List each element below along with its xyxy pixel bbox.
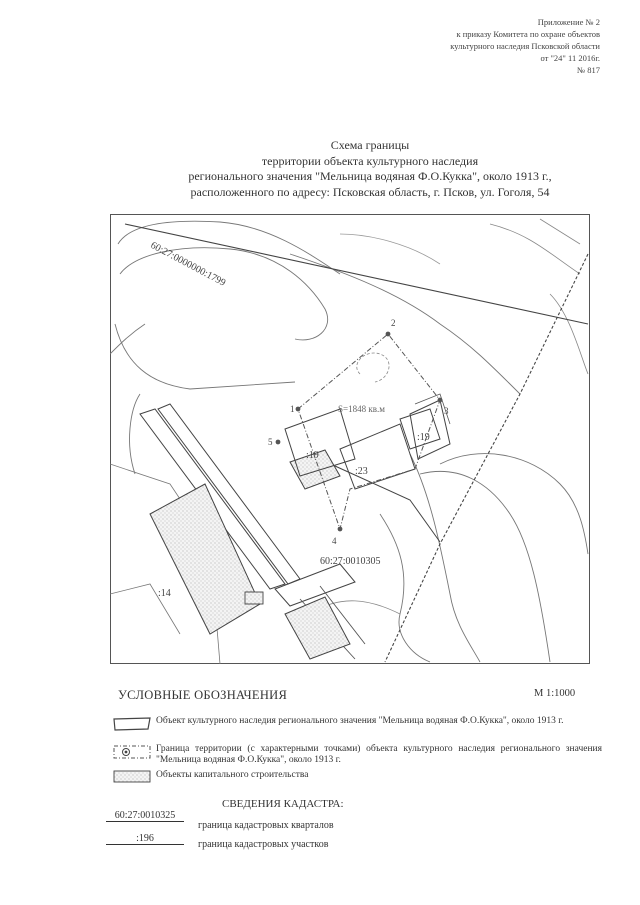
map-scale: М 1:1000: [534, 688, 576, 699]
legend-text: Объект культурного наследия регионального значения "Мельница водяная Ф.О.Кукка", около 1913 г.: [156, 716, 564, 726]
legend-item-territory-boundary: [112, 744, 602, 768]
appendix-line: культурного наследия Псковской области: [450, 41, 600, 51]
contour-line: [110, 324, 145, 354]
contour-line: [290, 254, 520, 394]
title-line: расположенного по адресу: Псковская область, г. Псков, ул. Гоголя, 54: [190, 184, 550, 199]
parcel-label: :23: [355, 466, 368, 477]
scheme-title: [120, 138, 620, 200]
contour-line: [540, 219, 580, 244]
appendix-number: № 817: [577, 65, 600, 75]
contour-line: [490, 224, 580, 274]
appendix-header: [400, 16, 600, 76]
contour-line: [440, 454, 588, 554]
legend-text: Граница территории (с характерными точками) объекта культурного наследия регионального значения "Мельница водяная Ф.О.Кукка", около 1913 г.: [156, 744, 602, 765]
quarter-label: 60:27:0000000:1799: [148, 239, 228, 289]
cadastre-heading: СВЕДЕНИЯ КАДАСТРА:: [222, 798, 344, 810]
boundary-point: [438, 398, 443, 403]
point-label: 4: [332, 536, 337, 546]
point-label: 5: [268, 437, 273, 447]
boundary-map: [110, 214, 590, 664]
contour-line: [340, 234, 440, 264]
point-label: 2: [391, 318, 396, 328]
point-label: 3: [444, 406, 449, 416]
appendix-line: Приложение № 2: [537, 17, 600, 27]
title-line: Схема границы: [330, 138, 410, 152]
cadastre-parcel-sample: :196: [106, 833, 184, 845]
capital-building: [285, 597, 350, 659]
boundary-point: [386, 332, 391, 337]
heritage-object-symbol: [112, 716, 154, 732]
point-label: 1: [290, 404, 295, 414]
capital-construction-symbol: [112, 770, 154, 784]
contour-line: [357, 353, 389, 382]
cadastre-parcel-desc: граница кадастровых участков: [198, 839, 329, 850]
building-outline: [275, 564, 355, 606]
title-line: территории объекта культурного наследия: [261, 153, 479, 168]
boundary-point: [338, 527, 343, 532]
territory-boundary-symbol: [112, 744, 154, 760]
contour-line: [550, 294, 588, 374]
parcel-label: :19: [417, 432, 430, 443]
title-line: регионального значения "Мельница водяная Ф.О.Кукка", около 1913 г.,: [188, 169, 552, 183]
capital-building: [245, 592, 263, 604]
quarter-label: 60:27:0010305: [320, 556, 381, 567]
parcel-23: [340, 424, 415, 489]
legend-text: Объекты капитального строительства: [156, 770, 309, 780]
boundary-point: [296, 407, 301, 412]
legend-item-heritage-object: [112, 716, 602, 740]
cadastre-quarter-desc: граница кадастровых кварталов: [198, 820, 334, 831]
parcel-label: :19: [306, 450, 319, 461]
contour-line: [130, 394, 140, 474]
legend-heading: УСЛОВНЫЕ ОБОЗНАЧЕНИЯ: [118, 688, 288, 702]
parcel-label: :14: [158, 588, 171, 599]
cadastre-row-parcels: [106, 833, 546, 853]
contour-line: [410, 454, 480, 662]
appendix-line: к приказу Комитета по охране объектов: [456, 29, 600, 39]
appendix-date: от "24" 11 2016г.: [540, 53, 600, 63]
legend-item-capital-construction: [112, 770, 602, 784]
boundary-point: [276, 440, 281, 445]
quarter-boundary: [385, 254, 588, 662]
area-label: S=1848 кв.м: [338, 404, 385, 414]
contour-line: [380, 514, 430, 662]
contour-line: [420, 471, 550, 662]
cadastre-row-quarters: [106, 810, 546, 830]
map-frame: [111, 215, 590, 664]
contour-line: [115, 324, 295, 389]
cadastre-quarter-sample: 60:27:0010325: [106, 810, 184, 822]
